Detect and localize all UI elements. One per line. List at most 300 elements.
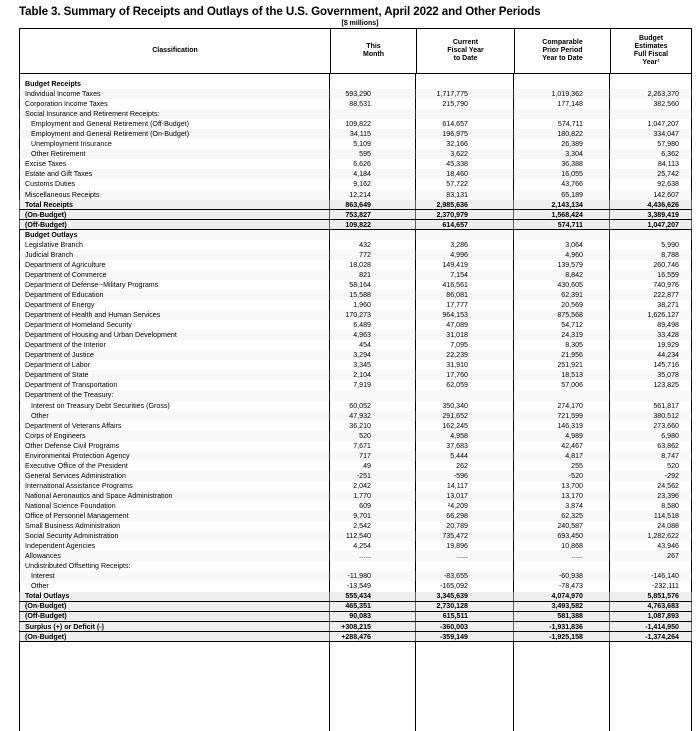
table-row xyxy=(19,139,692,149)
row-label: National Science Foundation xyxy=(25,501,116,510)
row-value: 1,047,207 xyxy=(647,220,679,229)
row-label: Corps of Engineers xyxy=(25,431,86,440)
row-value: 16,055 xyxy=(561,170,583,179)
row-value: 34,115 xyxy=(349,130,371,139)
table-row xyxy=(19,119,692,129)
row-value: 17,760 xyxy=(446,371,468,380)
row-value: 251,921 xyxy=(557,361,583,370)
row-value: 8,788 xyxy=(661,250,679,259)
row-value: 89,498 xyxy=(657,321,679,330)
row-value: 14,117 xyxy=(446,481,468,490)
row-value: 23,396 xyxy=(657,491,679,500)
row-value: 92,638 xyxy=(657,180,679,189)
row-value: 26,389 xyxy=(561,140,583,149)
row-value: 149,419 xyxy=(442,260,468,269)
row-value: 1,087,893 xyxy=(647,612,679,621)
row-value: 2,263,370 xyxy=(647,90,679,99)
row-value: 109,822 xyxy=(345,120,371,129)
row-value: 740,976 xyxy=(653,280,679,289)
row-value: 4,184 xyxy=(353,170,371,179)
row-value: 3,286 xyxy=(450,240,468,249)
row-value: 31,910 xyxy=(446,361,468,370)
row-label: Budget Outlays xyxy=(25,230,78,239)
row-value: 18,460 xyxy=(446,170,468,179)
row-label: Department of Transportation xyxy=(25,381,118,390)
row-value: 19,896 xyxy=(446,542,468,551)
row-value: 4,963 xyxy=(353,331,371,340)
row-value: 382,560 xyxy=(653,100,679,109)
table-row xyxy=(19,431,692,441)
row-label: Department of Veterans Affairs xyxy=(25,421,122,430)
row-value: 177,148 xyxy=(557,100,583,109)
row-value: 37,683 xyxy=(446,441,468,450)
table-row xyxy=(19,169,692,179)
table-row xyxy=(19,240,692,250)
row-value: 58,164 xyxy=(349,280,371,289)
table-row xyxy=(19,360,692,370)
row-label: Department of Agriculture xyxy=(25,260,106,269)
table-row xyxy=(19,149,692,159)
row-value: 3,874 xyxy=(565,501,583,510)
row-value: -596 xyxy=(453,471,468,480)
row-label: Department of Commerce xyxy=(25,270,107,279)
row-value: 9,162 xyxy=(353,180,371,189)
row-value: 614,657 xyxy=(442,120,468,129)
row-value: 109,822 xyxy=(345,220,371,229)
row-value: 62,325 xyxy=(561,512,583,521)
row-label: Department of Housing and Urban Development xyxy=(25,331,177,340)
row-value: 2,042 xyxy=(353,481,371,490)
row-label: Surplus (+) or Deficit (-) xyxy=(25,622,105,631)
row-value: 145,716 xyxy=(653,361,679,370)
row-value: 32,166 xyxy=(446,140,468,149)
table-row xyxy=(19,531,692,541)
row-value: 222,877 xyxy=(653,290,679,299)
table-row xyxy=(19,230,692,240)
row-value: 6,489 xyxy=(353,321,371,330)
row-label: Environmental Protection Agency xyxy=(25,451,130,460)
row-label: Department of the Treasury: xyxy=(25,391,114,400)
row-value: 260,746 xyxy=(653,260,679,269)
row-value: 735,472 xyxy=(442,532,468,541)
row-value: 43,946 xyxy=(657,542,679,551)
table-row xyxy=(19,591,692,601)
row-value: 5,109 xyxy=(353,140,371,149)
row-value: -78,473 xyxy=(558,582,583,591)
table-row xyxy=(19,79,692,89)
row-value: 291,652 xyxy=(442,411,468,420)
table-row xyxy=(19,632,692,642)
row-value: 465,351 xyxy=(345,602,371,611)
row-value: 44,234 xyxy=(657,351,679,360)
row-value: 240,587 xyxy=(557,522,583,531)
row-value: +288,476 xyxy=(341,632,371,641)
row-label: Other Defense Civil Programs xyxy=(25,441,120,450)
row-value: 609 xyxy=(359,501,371,510)
row-value: 2,985,636 xyxy=(436,200,468,209)
row-value: 5,851,576 xyxy=(647,592,679,601)
table-row xyxy=(19,310,692,320)
row-value: 6,626 xyxy=(353,160,371,169)
row-value: 863,649 xyxy=(345,200,371,209)
row-value: 13,017 xyxy=(446,491,468,500)
table-row xyxy=(19,270,692,280)
row-value: 1,568,424 xyxy=(551,210,583,219)
row-label: Department of Education xyxy=(25,290,104,299)
row-value: -1,374,264 xyxy=(645,632,679,641)
row-label: Other Retirement xyxy=(31,150,86,159)
row-value: 12,214 xyxy=(349,190,371,199)
row-value: 18,028 xyxy=(349,260,371,269)
row-label: Department of Homeland Security xyxy=(25,321,132,330)
row-value: 24,088 xyxy=(657,522,679,531)
row-label: Undistributed Offsetting Receipts: xyxy=(25,562,131,571)
row-label: (On-Budget) xyxy=(25,632,67,641)
row-value: 964,153 xyxy=(442,311,468,320)
row-label: Other xyxy=(31,411,49,420)
row-value: 574,711 xyxy=(557,220,583,229)
row-value: 4,074,970 xyxy=(551,592,583,601)
table-row xyxy=(19,390,692,400)
row-value: 54,712 xyxy=(561,321,583,330)
table-row xyxy=(19,491,692,501)
row-value: 593,290 xyxy=(345,90,371,99)
row-value: -13,549 xyxy=(346,582,371,591)
row-value: 821 xyxy=(359,270,371,279)
row-value: 1,019,362 xyxy=(551,90,583,99)
row-value: 721,599 xyxy=(557,411,583,420)
row-label: (On-Budget) xyxy=(25,210,67,219)
row-label: Budget Receipts xyxy=(25,80,81,88)
row-value: 139,579 xyxy=(557,260,583,269)
row-value: 18,513 xyxy=(561,371,583,380)
header-prior-period: Comparable Prior Period Year to Date xyxy=(514,29,610,73)
row-value: 4,960 xyxy=(565,250,583,259)
row-label: Interest xyxy=(31,572,55,581)
row-label: Social Security Administration xyxy=(25,532,119,541)
row-value: 13,700 xyxy=(561,481,583,490)
table-row xyxy=(19,220,692,230)
row-label: (Off-Budget) xyxy=(25,612,67,621)
row-value: 520 xyxy=(667,461,679,470)
table-row xyxy=(19,451,692,461)
row-label: Department of Labor xyxy=(25,361,91,370)
row-value: 60,052 xyxy=(349,401,371,410)
row-value: 21,956 xyxy=(561,351,583,360)
row-label: Social Insurance and Retirement Receipts: xyxy=(25,110,160,119)
row-label: National Aeronautics and Space Administration xyxy=(25,491,173,500)
row-label: Small Business Administration xyxy=(25,522,121,531)
table-row xyxy=(19,401,692,411)
row-value: 38,271 xyxy=(657,301,679,310)
row-value: 274,170 xyxy=(557,401,583,410)
row-value: -60,938 xyxy=(558,572,583,581)
table-row xyxy=(19,300,692,310)
row-value: 47,089 xyxy=(446,321,468,330)
table-row xyxy=(19,541,692,551)
table-row xyxy=(19,551,692,561)
row-value: 180,822 xyxy=(557,130,583,139)
row-label: Employment and General Retirement (Off-Budget) xyxy=(31,120,189,129)
row-label: Department of Defense--Military Programs xyxy=(25,280,159,289)
table-row xyxy=(19,380,692,390)
row-value: 2,104 xyxy=(353,371,371,380)
row-value: 1,626,127 xyxy=(647,311,679,320)
row-value: 19,929 xyxy=(657,341,679,350)
row-value: 5,990 xyxy=(661,240,679,249)
table-rows xyxy=(19,79,692,642)
table-row xyxy=(19,159,692,169)
row-value: -1,925,158 xyxy=(549,632,583,641)
table-row xyxy=(19,260,692,270)
row-value: 66,298 xyxy=(446,512,468,521)
row-label: Other xyxy=(31,582,49,591)
table-row xyxy=(19,190,692,200)
row-value: 334,047 xyxy=(653,130,679,139)
row-value: 555,434 xyxy=(345,592,371,601)
row-value: ²4,209 xyxy=(447,501,468,510)
table-row xyxy=(19,461,692,471)
row-value: 561,817 xyxy=(653,401,679,410)
row-value: ...... xyxy=(571,552,583,561)
row-value: ...... xyxy=(359,552,371,561)
table-row xyxy=(19,320,692,330)
row-value: 24,562 xyxy=(657,481,679,490)
row-value: 454 xyxy=(359,341,371,350)
row-value: 4,763,683 xyxy=(647,602,679,611)
row-label: Department of Health and Human Services xyxy=(25,311,161,320)
row-value: 10,868 xyxy=(561,542,583,551)
row-label: Corporation Income Taxes xyxy=(25,100,108,109)
row-value: 4,996 xyxy=(450,250,468,259)
row-value: -520 xyxy=(568,471,583,480)
row-label: Customs Duties xyxy=(25,180,76,189)
table-row xyxy=(19,99,692,109)
row-value: 1,770 xyxy=(353,491,371,500)
row-value: 350,340 xyxy=(442,401,468,410)
table-row xyxy=(19,511,692,521)
row-value: 3,622 xyxy=(450,150,468,159)
table-row xyxy=(19,129,692,139)
row-value: 45,338 xyxy=(446,160,468,169)
row-value: 2,542 xyxy=(353,522,371,531)
row-value: 86,081 xyxy=(446,290,468,299)
row-value: 8,580 xyxy=(661,501,679,510)
row-value: 9,701 xyxy=(353,512,371,521)
row-value: 36,210 xyxy=(349,421,371,430)
row-value: 43,766 xyxy=(561,180,583,189)
row-label: Department of Energy xyxy=(25,301,95,310)
row-value: 8,842 xyxy=(565,270,583,279)
header-classification: Classification xyxy=(152,47,198,54)
row-value: 432 xyxy=(359,240,371,249)
row-value: 13,170 xyxy=(561,491,583,500)
row-value: 112,540 xyxy=(345,532,371,541)
row-value: 24,319 xyxy=(561,331,583,340)
table-row xyxy=(19,411,692,421)
row-value: 3,064 xyxy=(565,240,583,249)
row-value: 16,559 xyxy=(657,270,679,279)
row-value: 57,722 xyxy=(446,180,468,189)
row-label: Total Receipts xyxy=(25,200,73,209)
row-label: Executive Office of the President xyxy=(25,461,128,470)
row-value: 1,717,775 xyxy=(436,90,468,99)
row-value: 2,370,979 xyxy=(436,210,468,219)
row-value: 7,154 xyxy=(450,270,468,279)
row-value: 753,827 xyxy=(345,210,371,219)
table-row xyxy=(19,471,692,481)
row-value: 62,059 xyxy=(446,381,468,390)
row-value: 7,671 xyxy=(353,441,371,450)
row-label: International Assistance Programs xyxy=(25,481,133,490)
row-value: 255 xyxy=(571,461,583,470)
row-value: ...... xyxy=(456,552,468,561)
row-label: Employment and General Retirement (On-Budget) xyxy=(31,130,190,139)
row-label: Total Outlays xyxy=(25,592,70,601)
row-value: 57,980 xyxy=(657,140,679,149)
row-value: 574,711 xyxy=(557,120,583,129)
row-value: 7,095 xyxy=(450,341,468,350)
row-value: -165,092 xyxy=(439,582,468,591)
table-header xyxy=(19,28,692,74)
table-row xyxy=(19,601,692,611)
row-label: (On-Budget) xyxy=(25,602,67,611)
row-value: -251 xyxy=(356,471,371,480)
row-value: 63,862 xyxy=(657,441,679,450)
table-row xyxy=(19,340,692,350)
table-row xyxy=(19,179,692,189)
row-value: 196,975 xyxy=(442,130,468,139)
row-value: 693,450 xyxy=(557,532,583,541)
row-value: 36,388 xyxy=(561,160,583,169)
row-value: 273,660 xyxy=(653,421,679,430)
row-value: 581,388 xyxy=(557,612,583,621)
row-value: 8,747 xyxy=(661,451,679,460)
table-row xyxy=(19,622,692,632)
table-row xyxy=(19,561,692,571)
row-value: -360,003 xyxy=(439,622,468,631)
table-row xyxy=(19,571,692,581)
row-label: Legislative Branch xyxy=(25,240,83,249)
row-value: 5,444 xyxy=(450,451,468,460)
table-row xyxy=(19,370,692,380)
row-value: 1,960 xyxy=(353,301,371,310)
table-row xyxy=(19,501,692,511)
row-label: Individual Income Taxes xyxy=(25,90,101,99)
row-value: 35,078 xyxy=(657,371,679,380)
row-label: Office of Personnel Management xyxy=(25,512,129,521)
table-row xyxy=(19,330,692,340)
row-value: 15,588 xyxy=(349,290,371,299)
row-value: 3,345 xyxy=(353,361,371,370)
row-value: 57,006 xyxy=(561,381,583,390)
row-value: 875,568 xyxy=(557,311,583,320)
table-row xyxy=(19,210,692,220)
row-value: 717 xyxy=(359,451,371,460)
row-value: 267 xyxy=(667,552,679,561)
row-value: 2,143,134 xyxy=(551,200,583,209)
row-label: Independent Agencies xyxy=(25,542,96,551)
row-value: 22,239 xyxy=(446,351,468,360)
row-value: 142,607 xyxy=(653,190,679,199)
table-row xyxy=(19,441,692,451)
row-value: 83,131 xyxy=(446,190,468,199)
row-value: -146,140 xyxy=(650,572,679,581)
row-value: 62,391 xyxy=(561,290,583,299)
table-row xyxy=(19,290,692,300)
row-value: 262 xyxy=(456,461,468,470)
row-value: 595 xyxy=(359,150,371,159)
row-value: 162,245 xyxy=(442,421,468,430)
row-value: 6,980 xyxy=(661,431,679,440)
row-value: -359,149 xyxy=(439,632,468,641)
row-label: Unemployment Insurance xyxy=(31,140,112,149)
row-value: -1,931,836 xyxy=(549,622,583,631)
row-value: 123,825 xyxy=(653,381,679,390)
row-value: 4,254 xyxy=(353,542,371,551)
table-row xyxy=(19,611,692,621)
row-value: 20,569 xyxy=(561,301,583,310)
row-label: Department of Justice xyxy=(25,351,94,360)
row-value: 84,113 xyxy=(657,160,679,169)
row-label: (Off-Budget) xyxy=(25,220,67,229)
row-value: 20,789 xyxy=(446,522,468,531)
header-this-month: This Month xyxy=(330,29,416,73)
row-label: Department of the Interior xyxy=(25,341,106,350)
row-value: 17,777 xyxy=(446,301,468,310)
header-current-fytd: Current Fiscal Year to Date xyxy=(416,29,514,73)
row-value: 615,511 xyxy=(442,612,468,621)
table-row xyxy=(19,200,692,210)
row-value: 146,319 xyxy=(557,421,583,430)
table-row xyxy=(19,250,692,260)
row-value: 65,189 xyxy=(561,190,583,199)
row-value: 7,919 xyxy=(353,381,371,390)
row-value: 4,817 xyxy=(565,451,583,460)
row-value: 49 xyxy=(363,461,371,470)
row-value: 31,018 xyxy=(446,331,468,340)
table-row xyxy=(19,109,692,119)
row-label: Miscellaneous Receipts xyxy=(25,190,100,199)
row-value: 4,436,626 xyxy=(647,200,679,209)
units-label: [$ millions] xyxy=(341,20,379,27)
table-title: Table 3. Summary of Receipts and Outlays of the U.S. Government, April 2022 and Other Periods xyxy=(19,5,541,18)
row-value: 25,742 xyxy=(657,170,679,179)
row-value: 42,467 xyxy=(561,441,583,450)
row-value: 3,389,419 xyxy=(647,210,679,219)
table-row xyxy=(19,421,692,431)
row-value: 3,294 xyxy=(353,351,371,360)
row-value: 1,047,207 xyxy=(647,120,679,129)
row-label: Department of State xyxy=(25,371,89,380)
row-value: 520 xyxy=(359,431,371,440)
row-value: 1,282,622 xyxy=(647,532,679,541)
row-value: 3,493,582 xyxy=(551,602,583,611)
row-value: 114,518 xyxy=(653,512,679,521)
table-row xyxy=(19,89,692,99)
row-value: 430,605 xyxy=(557,280,583,289)
row-value: 3,345,639 xyxy=(436,592,468,601)
row-value: 215,790 xyxy=(442,100,468,109)
row-value: -83,655 xyxy=(443,572,468,581)
row-value: 33,428 xyxy=(657,331,679,340)
row-value: -292 xyxy=(664,471,679,480)
row-value: -1,414,950 xyxy=(645,622,679,631)
row-label: Interest on Treasury Debt Securities (Gross) xyxy=(31,401,170,410)
row-value: 4,989 xyxy=(565,431,583,440)
row-value: 88,531 xyxy=(349,100,371,109)
table-row xyxy=(19,350,692,360)
